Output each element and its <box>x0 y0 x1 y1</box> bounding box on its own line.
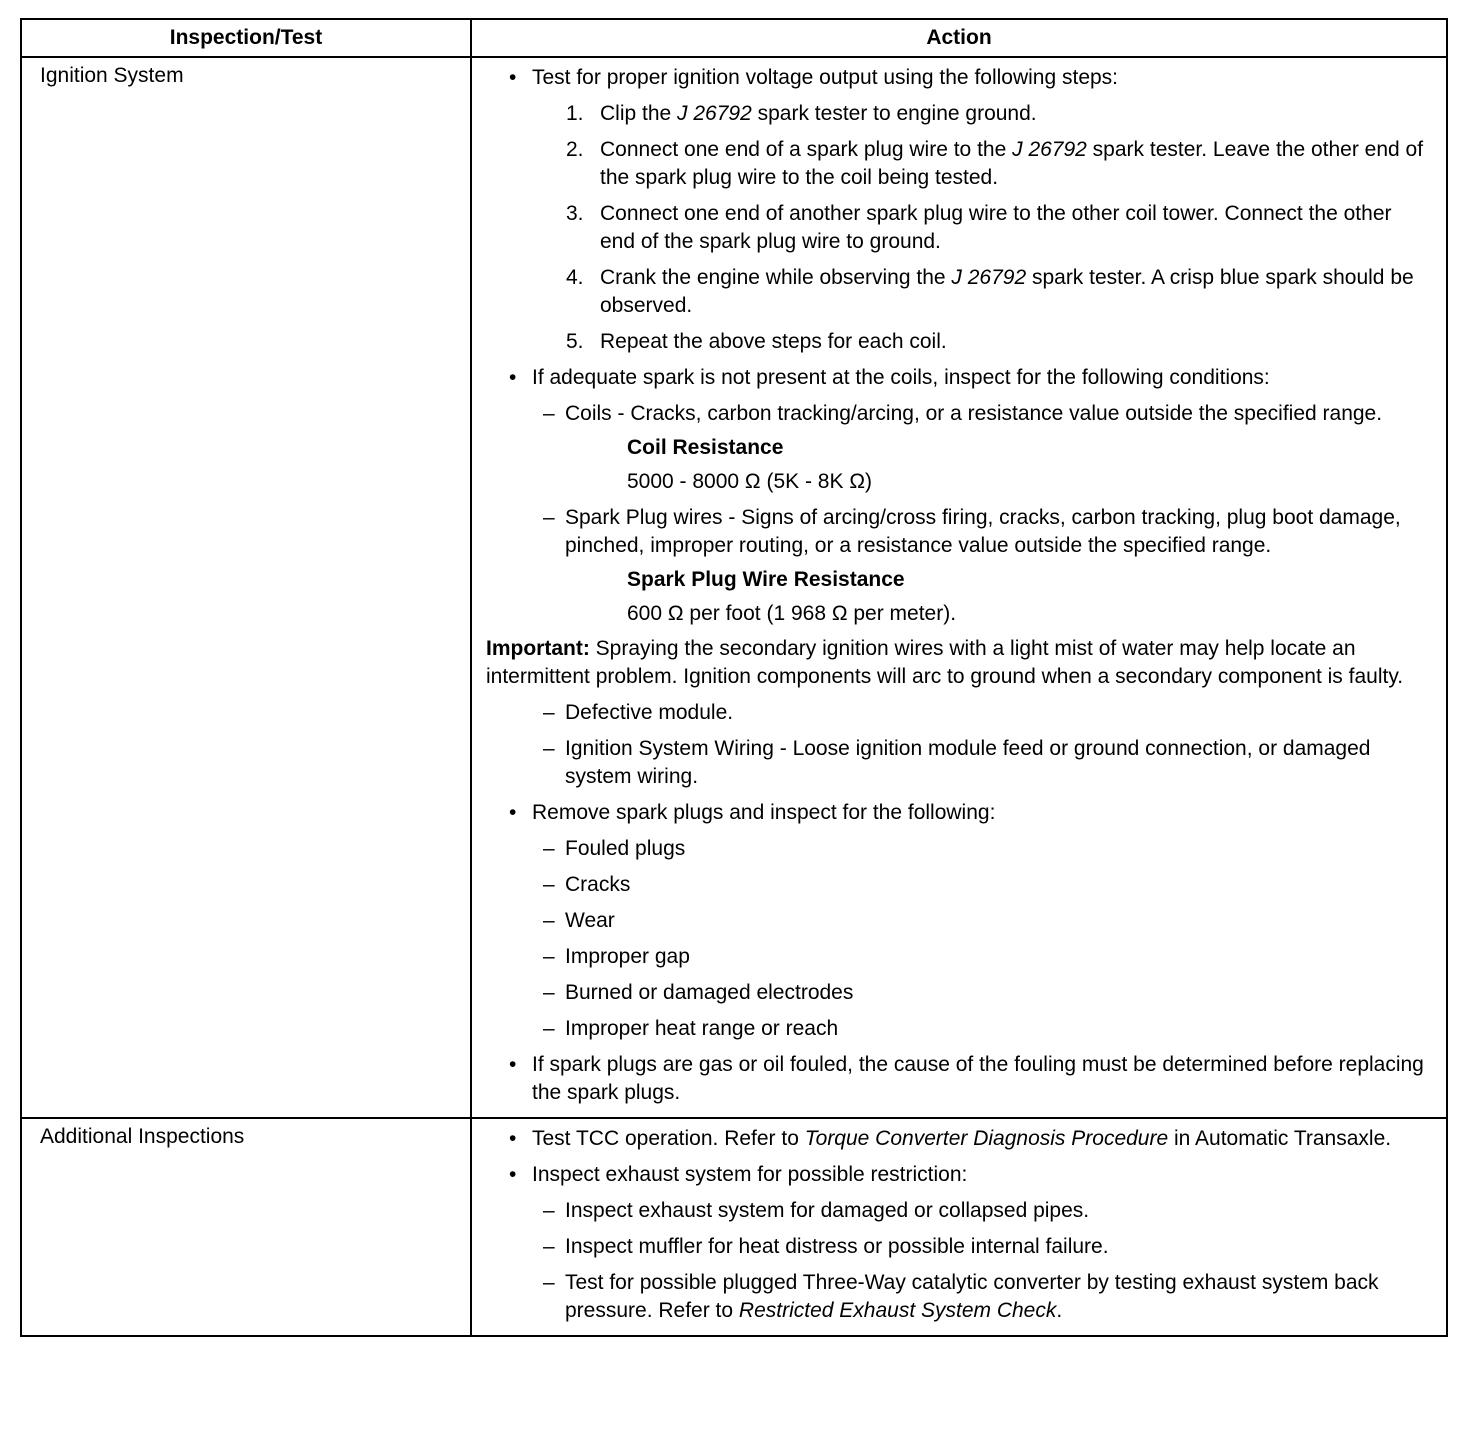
step-item <box>484 136 1428 192</box>
bullet-item <box>484 1125 1428 1153</box>
bullet-item: • If adequate spark is not present at the coils, inspect for the following conditions: <box>484 364 1428 392</box>
step-item <box>484 328 1428 356</box>
bullet-text: Test TCC operation. Refer to <box>532 1127 805 1150</box>
step-item <box>484 264 1428 320</box>
coil-resistance-heading: Coil Resistance <box>627 436 784 459</box>
bullet-item: • Test for proper ignition voltage output using the following steps: <box>484 64 1428 92</box>
tool-reference: J 26792 <box>677 102 752 125</box>
dash-item: – Improper heat range or reach <box>484 1015 1428 1043</box>
step-text: spark tester. A crisp blue spark should be observed. <box>600 266 1414 317</box>
dash-item <box>484 1269 1428 1325</box>
action-cell-ignition <box>471 57 1447 1118</box>
tool-reference: J 26792 <box>1012 138 1087 161</box>
procedure-reference: Restricted Exhaust System Check <box>738 1299 1057 1322</box>
important-note <box>484 635 1428 691</box>
step-number: 2. <box>566 138 584 161</box>
dash-item: – Coils - Cracks, carbon tracking/arcing, or a resistance value outside the specified range. <box>484 400 1428 428</box>
bullet-text: in Automatic Transaxle. <box>1168 1127 1392 1150</box>
column-header-action: Action <box>471 19 1447 57</box>
step-text: Crank the engine while observing the <box>600 266 952 289</box>
step-text: Connect one end of a spark plug wire to the <box>600 138 1013 161</box>
dash-text: . <box>1056 1299 1063 1322</box>
header-row <box>21 19 1447 57</box>
step-text: Connect one end of another spark plug wire to the other coil tower. Connect the other end of the spark plug wire to ground. <box>600 202 1392 253</box>
wire-resistance-value: 600 Ω per foot (1 968 Ω per meter). <box>627 602 957 625</box>
bullet-item: • Inspect exhaust system for possible restriction: <box>484 1161 1428 1189</box>
inspection-table <box>20 18 1448 1337</box>
step-number: 4. <box>566 266 584 289</box>
dash-item: – Improper gap <box>484 943 1428 971</box>
bullet-item: • Remove spark plugs and inspect for the following: <box>484 799 1428 827</box>
dash-item: – Spark Plug wires - Signs of arcing/cross firing, cracks, carbon tracking, plug boot damage, pinched, improper routing, or a resistance value outside the specified range. <box>484 504 1428 560</box>
dash-item: – Fouled plugs <box>484 835 1428 863</box>
dash-text: Test for possible plugged Three-Way catalytic converter by testing exhaust system back pressure. Refer to <box>565 1271 1379 1322</box>
step-text: spark tester. Leave the other end of the spark plug wire to the coil being tested. <box>600 138 1424 189</box>
step-number: 3. <box>566 202 584 225</box>
dash-item: – Ignition System Wiring - Loose ignition module feed or ground connection, or damaged system wiring. <box>484 735 1428 791</box>
step-text: Clip the <box>600 102 678 125</box>
coil-resistance-value: 5000 - 8000 Ω (5K - 8K Ω) <box>627 470 873 493</box>
dash-item: – Cracks <box>484 871 1428 899</box>
step-item <box>484 100 1428 128</box>
important-label: Important: <box>486 637 590 660</box>
row-label-ignition-system: Ignition System <box>21 57 471 1118</box>
row-label-additional-inspections: Additional Inspections <box>21 1118 471 1336</box>
table-row <box>21 57 1447 1118</box>
table-row <box>21 1118 1447 1336</box>
dash-item: – Burned or damaged electrodes <box>484 979 1428 1007</box>
tool-reference: J 26792 <box>951 266 1027 289</box>
step-number: 5. <box>566 330 584 353</box>
wire-resistance-heading: Spark Plug Wire Resistance <box>627 568 905 591</box>
action-cell-additional <box>471 1118 1447 1336</box>
column-header-inspection: Inspection/Test <box>21 19 471 57</box>
important-text: Spraying the secondary ignition wires with a light mist of water may help locate an intermittent problem. Ignition components will arc to ground when a secondary component is faulty. <box>486 637 1404 688</box>
step-text: Repeat the above steps for each coil. <box>600 330 947 353</box>
procedure-reference: Torque Converter Diagnosis Procedure <box>804 1127 1169 1150</box>
step-item <box>484 200 1428 256</box>
bullet-item: • If spark plugs are gas or oil fouled, the cause of the fouling must be determined before replacing the spark plugs. <box>484 1051 1428 1107</box>
dash-item: – Inspect muffler for heat distress or possible internal failure. <box>484 1233 1428 1261</box>
dash-item: – Wear <box>484 907 1428 935</box>
step-number: 1. <box>566 102 584 125</box>
dash-item: – Inspect exhaust system for damaged or collapsed pipes. <box>484 1197 1428 1225</box>
dash-item: – Defective module. <box>484 699 1428 727</box>
step-text: spark tester to engine ground. <box>751 102 1037 125</box>
